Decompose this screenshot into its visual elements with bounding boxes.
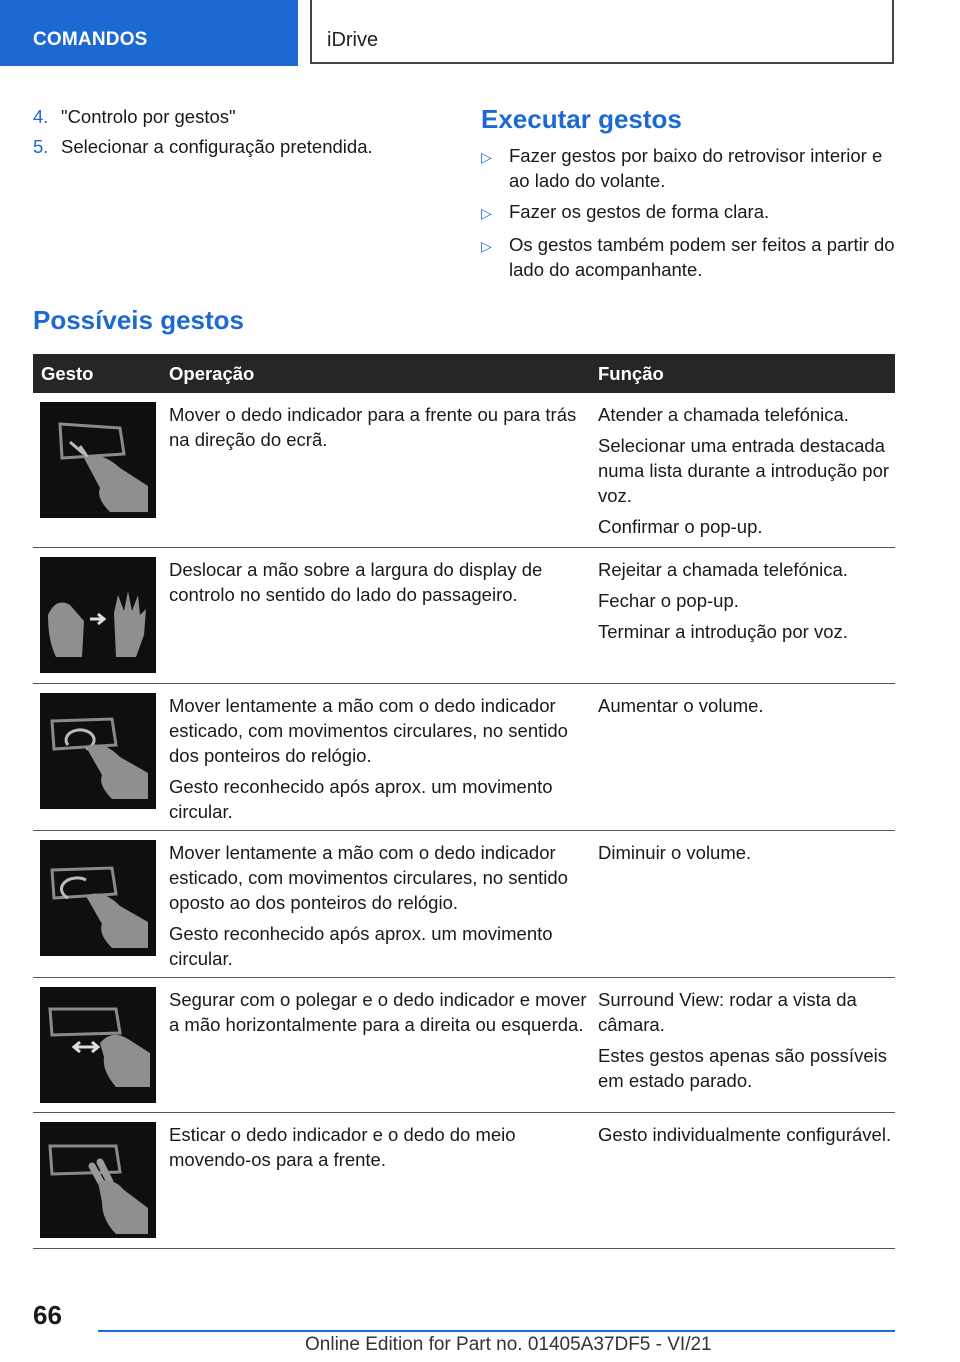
bullet-text: Fazer os gestos de forma clara.: [509, 201, 770, 222]
step-number: 5.: [33, 136, 49, 157]
bullet-item: [481, 143, 896, 193]
section-label: COMANDOS: [33, 29, 148, 50]
step-item: [33, 136, 433, 158]
function-text: Estes gestos apenas são possíveis em estado parado.: [598, 1045, 887, 1091]
step-list: [33, 106, 433, 166]
table-row: [33, 684, 895, 831]
operation-text: Gesto reconhecido após aprox. um movimento circular.: [169, 923, 553, 969]
operation-text: Mover o dedo indicador para a frente ou para trás na direção do ecrã.: [169, 404, 577, 450]
function-text: Surround View: rodar a vista da câmara.: [598, 989, 857, 1035]
swipe-hand-gesture-icon: [40, 557, 156, 673]
function-text: Diminuir o volume.: [598, 842, 752, 863]
function-text: Selecionar uma entrada destacada numa lista durante a introdução por voz.: [598, 435, 890, 506]
table-header: [33, 354, 895, 393]
bullet-text: Fazer gestos por baixo do retrovisor interior e ao lado do volante.: [509, 145, 883, 191]
triangle-bullet-icon: ▷: [481, 149, 492, 165]
triangle-bullet-icon: ▷: [481, 205, 492, 221]
function-text: Atender a chamada telefónica.: [598, 404, 849, 425]
function-text: Rejeitar a chamada telefónica.: [598, 559, 848, 580]
bullet-item: [481, 199, 896, 226]
bullet-text: Os gestos também podem ser feitos a partir do lado do acompanhante.: [509, 234, 895, 280]
gestures-table: [33, 354, 895, 1249]
operation-text: Mover lentamente a mão com o dedo indicador esticado, com movimentos circulares, no sentido oposto ao dos ponteiros do relógio.: [169, 842, 568, 913]
table-row: [33, 978, 895, 1113]
table-row: [33, 1113, 895, 1249]
possible-gestures-title: Possíveis gestos: [33, 305, 244, 335]
operation-text: Mover lentamente a mão com o dedo indicador esticado, com movimentos circulares, no sentido dos ponteiros do relógio.: [169, 695, 568, 766]
table-row: [33, 548, 895, 684]
function-text: Gesto individualmente configurável.: [598, 1124, 892, 1145]
execute-gestures-section: [481, 104, 896, 288]
edition-text: Online Edition for Part no. 01405A37DF5 - VI/21: [305, 1334, 712, 1355]
topic-tab: [310, 0, 894, 64]
rotate-counterclockwise-gesture-icon: [40, 840, 156, 956]
pinch-swipe-gesture-icon: [40, 987, 156, 1103]
two-finger-point-gesture-icon: [40, 1122, 156, 1238]
function-text: Confirmar o pop-up.: [598, 516, 763, 537]
function-text: Terminar a introdução por voz.: [598, 621, 848, 642]
bullet-item: [481, 232, 896, 282]
operation-text: Deslocar a mão sobre a largura do display de controlo no sentido do lado do passageiro.: [169, 559, 543, 605]
operation-text: Segurar com o polegar e o dedo indicador e mover a mão horizontalmente para a direita ou esquerda.: [169, 989, 587, 1035]
topic-label: iDrive: [327, 29, 379, 51]
execute-gestures-title: Executar gestos: [481, 104, 682, 134]
table-row: [33, 393, 895, 548]
triangle-bullet-icon: ▷: [481, 238, 492, 254]
step-text: Selecionar a configuração pretendida.: [61, 136, 373, 157]
point-forward-gesture-icon: [40, 402, 156, 518]
step-text: "Controlo por gestos": [61, 106, 236, 127]
step-item: [33, 106, 433, 128]
step-number: 4.: [33, 106, 49, 127]
section-tab: [0, 0, 298, 66]
rotate-clockwise-gesture-icon: [40, 693, 156, 809]
function-text: Aumentar o volume.: [598, 695, 764, 716]
header-function: Função: [598, 362, 664, 384]
header-gesture: Gesto: [41, 362, 94, 384]
header-operation: Operação: [169, 362, 255, 384]
operation-text: Esticar o dedo indicador e o dedo do meio movendo-os para a frente.: [169, 1124, 516, 1170]
function-text: Fechar o pop-up.: [598, 590, 739, 611]
page-number: 66: [33, 1300, 62, 1330]
table-row: [33, 831, 895, 978]
operation-text: Gesto reconhecido após aprox. um movimento circular.: [169, 776, 553, 822]
footer-rule: [98, 1330, 895, 1332]
